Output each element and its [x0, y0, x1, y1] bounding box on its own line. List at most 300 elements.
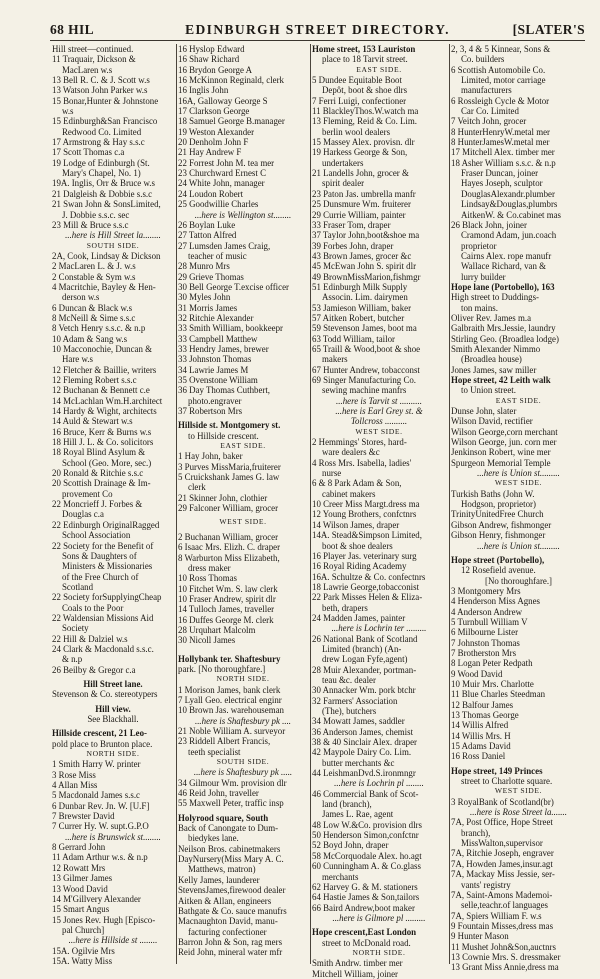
directory-entry: 25 Goodwillie Charles — [178, 199, 259, 210]
directory-entry: 30 Annacker Wm. pork btchr — [312, 685, 416, 696]
directory-entry: 2 Hemmings' Stores, hard- — [312, 437, 407, 448]
directory-entry: 6 Milbourne Lister — [451, 627, 519, 638]
directory-entry: 4 Anderson Andrew — [451, 606, 522, 617]
directory-entry: Back of Canongate to Dum- — [178, 823, 279, 834]
directory-entry: 1 Morison James, bank clerk — [178, 684, 281, 695]
directory-entry: 29 Falconer William, grocer — [178, 503, 279, 514]
directory-entry: w.s — [62, 106, 74, 117]
cross-street-marker: ...here is Shaftesbury pk ..... — [193, 767, 293, 778]
directory-entry: Co. builders — [461, 54, 505, 65]
directory-entry: 7A, Howden James,insur.agt — [451, 858, 553, 869]
side-heading: NORTH SIDE. — [216, 674, 270, 684]
directory-entry: 4 Allan Miss — [52, 780, 98, 791]
directory-entry: 4 Ross Mrs. Isabella, ladies' — [312, 457, 412, 468]
directory-entry: 16 Hyslop Edward — [178, 44, 245, 54]
directory-entry: (Broadlea house) — [461, 354, 522, 365]
directory-entry: 12 Fleming Robert s.s.c — [52, 375, 137, 385]
directory-entry: 16 Brydon George A — [178, 64, 253, 75]
directory-entry: Redwood Co. Limited — [62, 126, 142, 137]
directory-entry: 10 Muir Mrs. Charlotte — [451, 678, 534, 689]
directory-entry: 20 Denholm John F — [178, 137, 249, 148]
directory-entry: 33 Campbell Matthew — [178, 333, 258, 344]
directory-entry: Hare w.s — [62, 354, 93, 365]
directory-entry: 13 Grant Miss Annie,dress ma — [451, 962, 559, 973]
directory-entry: 14 McLachlan Wm.H.architect — [52, 395, 163, 406]
street-heading: Home street, 153 Lauriston — [312, 44, 416, 54]
directory-entry: biedykes lane. — [188, 833, 239, 844]
directory-entry: 35 Ovenstone William — [178, 375, 258, 385]
directory-entry: Macnaughton David, manu- — [178, 916, 278, 927]
directory-entry: 7 Brewster David — [52, 811, 115, 822]
directory-entry: 10 Ross Thomas — [178, 573, 238, 584]
column-4 — [451, 44, 586, 973]
cross-street-marker: ...here is Shaftesbury pk .... — [194, 715, 292, 726]
directory-entry: 6 Rossleigh Cycle & Motor — [451, 95, 550, 106]
directory-entry: pal Church] — [62, 924, 105, 935]
directory-entry: undertakers — [322, 157, 364, 168]
directory-entry: 16 Shaw Richard — [178, 54, 240, 65]
directory-entry: Mitchell William, joiner — [312, 968, 398, 979]
directory-entry: 2 MacLaren L. & J. w.s — [52, 261, 136, 272]
directory-entry: 8 Gerrard John — [52, 842, 106, 853]
directory-entry: StevensJames,firewood dealer — [178, 885, 286, 896]
column-divider — [449, 44, 450, 964]
street-heading: Hope crescent,East London — [312, 927, 417, 938]
directory-entry: facturing confectioner — [188, 926, 267, 937]
directory-entry: 18 Hill J. L. & Co. solicitors — [52, 437, 154, 448]
directory-entry: 16 Player Jas. veterinary surg — [312, 550, 417, 561]
directory-entry: 22 Hill & Dalziel w.s — [52, 633, 128, 644]
directory-entry: teeth specialist — [188, 746, 241, 757]
directory-entry: derson w.s — [62, 292, 100, 303]
directory-entry: 12 Rowatt Mrs — [52, 862, 106, 873]
directory-entry: 10 Fraser Andrew, spirit dlr — [178, 593, 276, 604]
directory-entry: 14 Wilson James, draper — [312, 519, 400, 530]
directory-entry: 58 McCorquodale Alex. ho.agt — [312, 850, 422, 861]
directory-entry: 23 Mill & Bruce s.s.c — [52, 219, 129, 230]
directory-entry: 9 Wood David — [451, 668, 503, 679]
directory-entry: 33 Johnston Thomas — [178, 354, 252, 365]
directory-entry: park. [No thoroughfare.] — [178, 663, 266, 674]
directory-entry: 15 Bonar,Hunter & Johnstone — [52, 95, 159, 106]
directory-entry: School Association — [62, 530, 131, 541]
directory-entry: 50 Henderson Simon,confctnr — [312, 830, 419, 841]
directory-entry: 53 Jamieson William, baker — [312, 302, 412, 313]
directory-entry: 21 Swan John & SonsLimited, — [52, 199, 161, 210]
directory-entry: 17 Armstrong & Hay s.s.c — [52, 137, 145, 148]
directory-entry: beth, drapers — [322, 602, 368, 613]
directory-entry: 16 Royal Riding Academy — [312, 561, 407, 572]
directory-entry: 43 Brown James, grocer &c — [312, 250, 412, 261]
directory-entry: 12 Fletcher & Baillie, writers — [52, 364, 157, 375]
directory-entry: Wilson George,corn merchant — [451, 426, 558, 437]
directory-entry: 10 Fitchet Wm. S. law clerk — [178, 583, 278, 594]
directory-entry: provement Co — [62, 488, 113, 499]
directory-entry: 12 Balfour James — [451, 699, 514, 710]
directory-entry: 15 Adams David — [451, 741, 511, 752]
street-heading: Hillside crescent, 21 Leo- — [52, 728, 147, 739]
directory-entry: butter merchants &c — [322, 757, 395, 768]
directory-entry: 20 Ronald & Ritchie s.s.c — [52, 468, 144, 479]
directory-entry: Hodgson, proprietor) — [461, 499, 536, 510]
directory-entry: Reid John, mineral water mfr — [178, 947, 283, 958]
directory-entry: teacher of music — [188, 250, 247, 261]
side-heading: NORTH SIDE. — [86, 749, 140, 759]
directory-entry: 19A. Inglis, Orr & Bruce w.s — [52, 178, 155, 189]
directory-entry: 55 Maxwell Peter, traffic insp — [178, 798, 284, 809]
directory-entry: to Hillside crescent. — [188, 430, 259, 441]
directory-entry: 3 Montgomery Mrs — [451, 585, 521, 596]
directory-entry: 2 Buchanan William, grocer — [178, 531, 279, 542]
directory-entry: vants' registry — [461, 879, 511, 890]
directory-entry: 7A, Saint-Amons Mademoi- — [451, 889, 553, 900]
directory-entry: 32 Ritchie Alexander — [178, 312, 254, 323]
directory-entry: Associn. Lim. dairymen — [322, 292, 408, 303]
directory-entry: 4 Henderson Miss Agnes — [451, 596, 540, 607]
directory-entry: (The), butchers — [322, 706, 377, 716]
directory-entry: 13 Wood David — [52, 883, 108, 894]
directory-entry: Dunse John, slater — [451, 406, 517, 417]
directory-entry: Smith Alexander Nimmo — [451, 343, 541, 354]
directory-entry: 24 Loudon Robert — [178, 188, 244, 199]
cross-street-marker: ...here is Hillside st ........ — [68, 935, 158, 946]
directory-entry: 69 Singer Manufacturing Co. — [312, 375, 417, 385]
directory-entry: 37 Taylor John,boot&shoe ma — [312, 230, 420, 241]
directory-entry: Jones James, saw miller — [451, 364, 537, 375]
directory-entry: place to 18 Tarvit street. — [322, 54, 408, 65]
directory-entry: [No thoroughfare.] — [484, 575, 553, 586]
directory-entry: Neilson Bros. cabinetmakers — [178, 843, 281, 854]
directory-entry: 22 Waldensian Missions Aid — [52, 612, 154, 623]
directory-entry: 37 Robertson Mrs — [178, 406, 243, 417]
directory-entry: 16 Duffes George M. clerk — [178, 614, 274, 625]
side-heading: WEST SIDE. — [494, 478, 543, 488]
directory-entry: 6 Isaac Mrs. Elizh. C. draper — [178, 542, 281, 553]
directory-entry: MacLaren w.s — [62, 64, 113, 75]
directory-entry: Spurgeon Memorial Temple — [451, 457, 551, 468]
side-heading: WEST SIDE. — [494, 786, 543, 796]
directory-entry: 62 Harvey G. & M. stationers — [312, 881, 418, 892]
directory-entry: 15 Massey Alex. provisn. dlr — [312, 137, 415, 148]
directory-entry: 7 Johnston Thomas — [451, 637, 520, 648]
directory-entry: 36 Day Thomas Cuthbert, — [178, 385, 271, 396]
directory-entry: 7 Brotherston Mrs — [451, 647, 517, 658]
street-heading: Hill view. — [95, 703, 131, 714]
directory-entry: 8 HunterJamesW.metal mer — [451, 137, 550, 148]
directory-entry: DayNursery(Miss Mary A. C. — [178, 854, 284, 865]
directory-entry: Wilson George, jun. corn mer — [451, 437, 557, 448]
directory-entry: of the Free Church of — [62, 571, 139, 582]
directory-entry: clerk — [188, 482, 206, 493]
directory-entry: DouglasAlexandr.plumber — [461, 188, 555, 199]
directory-entry: 8 Warburton Miss Elizabeth, — [178, 552, 280, 563]
directory-entry: selle,teachr.of languages — [461, 900, 548, 911]
directory-entry: 16 McKinnon Reginald, clerk — [178, 75, 284, 86]
directory-entry: boot & shoe dealers — [322, 540, 393, 551]
directory-entry: J. Dobbie s.s.c. sec — [62, 209, 130, 220]
directory-entry: Wallace Richard, van & — [461, 261, 547, 272]
street-heading: Hope street (Portobello), — [451, 554, 545, 565]
directory-entry: 38 & 40 Sinclair Alex. draper — [312, 737, 417, 748]
directory-entry: Car Co. Limited — [461, 106, 519, 117]
directory-entry: 30 Myles John — [178, 292, 231, 303]
directory-entry: 30 Bell George T.excise officer — [178, 281, 289, 292]
directory-entry: 7A, Mackay Miss Jessie, ser- — [451, 869, 555, 880]
side-heading: EAST SIDE. — [220, 441, 266, 451]
directory-entry: 22 Park Misses Helen & Eliza- — [312, 592, 423, 603]
directory-entry: 33 Smith William, bookkeepr — [178, 323, 283, 334]
directory-entry: James L. Rae, agent — [322, 809, 394, 820]
directory-entry: branch), — [461, 827, 491, 838]
directory-entry: 26 National Bank of Scotland — [312, 633, 418, 644]
directory-entry: drew Logan Fyfe,agent) — [322, 654, 408, 665]
directory-entry: 7 Currer Hy. W. supt.G.P.O — [52, 821, 149, 832]
directory-entry: See Blackhall. — [87, 714, 139, 724]
directory-entry: 19 Lodge of Edinburgh (St. — [52, 157, 150, 168]
column-3 — [312, 44, 446, 979]
directory-entry: Limited, motor carriage — [461, 75, 546, 86]
directory-entry: Oliver Rev. James m.a — [451, 312, 532, 323]
directory-entry: 2, 3, 4 & 5 Kinnear, Sons & — [451, 44, 551, 54]
directory-entry: pold place to Brunton place. — [52, 738, 153, 749]
directory-entry: 7 Lyall Geo. electrical enginr — [178, 694, 282, 705]
directory-entry: lurry builder — [461, 271, 506, 282]
side-heading: WEST SIDE. — [355, 426, 403, 436]
directory-entry: 21 Landells John, grocer & — [312, 168, 409, 179]
directory-entry: 5 Turnbull William V — [451, 616, 528, 627]
cross-street-marker: ...here is Tarvit st .......... — [336, 395, 422, 406]
directory-entry: 16 Ross Daniel — [451, 751, 506, 762]
directory-entry: 21 Hay Andrew F — [178, 147, 242, 158]
side-heading: EAST SIDE. — [495, 395, 542, 405]
directory-entry: 14A. Stead&Simpson Limited, — [312, 530, 422, 541]
directory-entry: 67 Hunter Andrew, tobacconst — [312, 364, 420, 375]
directory-entry: Aitken & Allan, engineers — [178, 895, 272, 906]
directory-entry: 8 Logan Peter Redpath — [451, 658, 533, 669]
directory-entry: 33 Fraser Tom, draper — [312, 219, 391, 230]
directory-entry: Gibson Henry, fishmonger — [451, 530, 546, 541]
directory-entry: 36 Anderson James, chemist — [312, 726, 414, 737]
directory-entry: Galbraith Mrs.Jessie, laundry — [451, 323, 556, 334]
directory-entry: 10 Macconochie, Duncan & — [52, 343, 153, 354]
directory-entry: 13 Cownie Mrs. S. dressmaker — [451, 951, 561, 962]
directory-entry: 15A. Watty Miss — [52, 955, 113, 966]
directory-entry: Barron John & Son, rag mers — [178, 936, 283, 947]
directory-entry: 27 Tatton Alfred — [178, 230, 237, 241]
directory-entry: High street to Duddings- — [451, 292, 540, 303]
directory-entry: teau &c. dealer — [322, 674, 376, 685]
directory-entry: 2 Constable & Sym w.s — [52, 271, 136, 282]
directory-entry: 1 Smith Harry W. printer — [52, 759, 141, 770]
directory-entry: 66 Baird Andrew,boot maker — [312, 902, 415, 913]
directory-entry: 22 Forrest John M. tea mer — [178, 157, 275, 168]
directory-entry: 51 Edinburgh Milk Supply — [312, 281, 408, 292]
column-divider — [176, 44, 177, 964]
directory-entry: 15 Edinburgh&San Francisco — [52, 116, 158, 127]
cross-street-marker: ...here is Union st......... — [477, 468, 560, 479]
directory-entry: makers — [322, 354, 348, 365]
street-heading: Hope street, 149 Princes — [451, 765, 543, 776]
publisher-name: [SLATER'S — [512, 22, 585, 37]
directory-entry: Douglas c.a — [62, 509, 104, 520]
cross-street-marker: Tollcross .......... — [350, 416, 408, 427]
page-title: EDINBURGH STREET DIRECTORY. — [185, 22, 450, 37]
directory-entry: 18 Royal Blind Asylum & — [52, 447, 146, 458]
directory-entry: 20 Scottish Drainage & Im- — [52, 478, 151, 489]
directory-entry: 7 Ferri Luigi, confectioner — [312, 95, 407, 106]
directory-entry: 21 Dalgleish & Dobbie s.s.c — [52, 188, 153, 199]
directory-entry: Society — [62, 623, 89, 634]
column-1 — [52, 44, 174, 964]
cross-street-marker: ...here is Hill Street la........ — [65, 230, 161, 241]
directory-entry: 52 Boyd John, draper — [312, 840, 389, 851]
cross-street-marker: ...here is Rose Street la....... — [470, 807, 567, 818]
directory-entry: 6 Dunbar Rev. Jn. W. [U.F] — [52, 800, 150, 811]
directory-entry: 39 Forbes John, draper — [312, 240, 394, 251]
side-heading: WEST SIDE. — [219, 517, 267, 527]
directory-entry: 2A, Cook, Lindsay & Dickson — [52, 250, 161, 261]
directory-entry: 18 Samuel George B.manager — [178, 116, 285, 127]
directory-entry: 9 Fountain Misses,dress mas — [451, 920, 554, 931]
directory-entry: photo.engraver — [188, 395, 242, 406]
directory-entry: to Union street. — [461, 385, 516, 396]
directory-entry: 7A, Post Office, Hope Street — [451, 817, 553, 828]
directory-entry: 34 Lawrie James M — [178, 364, 249, 375]
directory-entry: 26 Boylan Luke — [178, 219, 236, 230]
directory-entry: 22 Moncrieff J. Forbes & — [52, 499, 143, 510]
directory-entry: 13 Watson John Parker w.s — [52, 85, 148, 96]
directory-entry: 63 Todd William, tailor — [312, 333, 395, 344]
directory-entry: 33 Hendry James, brewer — [178, 343, 269, 354]
directory-entry: 28 Muir Alexander, portman- — [312, 664, 417, 675]
directory-entry: land (branch), — [322, 799, 372, 810]
directory-entry: 14 M'Gillvery Alexander — [52, 893, 141, 904]
directory-entry: 15A. Ogilvie Mrs — [52, 945, 115, 956]
directory-entry: Matthews, matron) — [188, 864, 256, 875]
directory-entry: 1 Hay John, baker — [178, 451, 243, 462]
directory-entry: 6 Duncan & Black w.s — [52, 302, 133, 313]
directory-entry: 59 Stevenson James, boot ma — [312, 323, 417, 334]
directory-entry: 29 Currie William, painter — [312, 209, 406, 220]
directory-entry: 16 Inglis John — [178, 85, 229, 96]
directory-entry: 21 Skinner John, clothier — [178, 492, 268, 503]
directory-entry: 11 Traquair, Dickson & — [52, 54, 136, 65]
directory-entry: 12 Young Brothers, confctnrs — [312, 509, 417, 520]
directory-entry: 7A, Ritchie Joseph, engraver — [451, 848, 554, 859]
directory-entry: Turkish Baths (John W. — [451, 488, 535, 499]
directory-entry: Lindsay&Douglas,plumbrs — [461, 199, 558, 210]
directory-entry: 19 Harkess George & Son, — [312, 147, 408, 158]
directory-entry: street to McDonald road. — [322, 937, 411, 948]
directory-entry: AitkenW. & Co.cabinet mas — [461, 209, 561, 220]
directory-entry: Cairns Alex. rope manufr — [461, 250, 552, 261]
directory-entry: Stirling Geo. (Broadlea lodge) — [451, 333, 559, 344]
directory-entry: 16 Bruce, Kerr & Burns w.s — [52, 426, 152, 437]
directory-entry: street to Charlotte square. — [461, 776, 553, 787]
directory-entry: 18 Asher William s.s.c. & n.p — [451, 157, 556, 168]
directory-entry: 34 Gilmour Wm. provision dlr — [178, 777, 287, 788]
side-heading: NORTH SIDE. — [352, 947, 406, 957]
directory-entry: 28 Urquhart Malcolm — [178, 624, 256, 635]
directory-entry: 6 Scottish Automobile Co. — [451, 64, 546, 75]
directory-entry: 6 & 8 Park Adam & Son, — [312, 478, 402, 489]
directory-entry: 24 White John, manager — [178, 178, 265, 189]
directory-entry: 24 Clark & Macdonald s.s.c. — [52, 643, 154, 654]
directory-entry: 21 Noble William A. surveyor — [178, 726, 286, 736]
directory-entry: spirit dealer — [322, 178, 365, 189]
directory-entry: Cramond Adam, jun.coach — [461, 230, 557, 241]
directory-entry: 18 Lawrie George,tobacconist — [312, 581, 420, 592]
directory-entry: 26 Black John, joiner — [451, 219, 527, 230]
directory-entry: 26 Beilby & Gregor c.a — [52, 664, 136, 675]
directory-entry: 28 Munro Mrs — [178, 261, 230, 272]
directory-entry: proprietor — [461, 240, 497, 251]
directory-entry: 46 Commercial Bank of Scot- — [312, 788, 419, 799]
directory-entry: 11 Mushet John&Son,auctnrs — [451, 941, 556, 952]
directory-entry: 65 Traill & Wood,boot & shoe — [312, 343, 421, 354]
directory-entry: Hill street—continued. — [52, 44, 134, 54]
directory-entry: 34 Mowatt James, saddler — [312, 716, 405, 727]
directory-entry: 16A, Galloway George S — [178, 95, 268, 106]
directory-entry: Gibson Andrew, fishmonger — [451, 519, 552, 530]
side-heading: SOUTH SIDE. — [86, 240, 140, 250]
directory-entry: cabinet makers — [322, 488, 376, 499]
directory-entry: Mary's Chapel, No. 1) — [62, 168, 141, 179]
directory-entry: Ministers & Missionaries — [62, 561, 153, 572]
directory-entry: 31 Morris James — [178, 302, 238, 313]
directory-entry: 24 Madden James, painter — [312, 612, 406, 623]
column-2 — [178, 44, 308, 964]
directory-entry: 23 Paton Jas. umbrella manfr — [312, 188, 416, 199]
directory-entry: 7 Veitch John, grocer — [451, 116, 527, 127]
directory-entry: 8 Vetch Henry s.s.c. & n.p — [52, 323, 146, 334]
directory-entry: 57 Aitken Robert, butcher — [312, 312, 405, 323]
cross-street-marker: ...here is Brunswick st........ — [65, 831, 161, 842]
directory-entry: 9 Hunter Mason — [451, 931, 509, 942]
directory-entry: 25 Dunsmure Wm. fruiterer — [312, 199, 411, 210]
directory-entry: Bathgate & Co. sauce manufrs — [178, 905, 287, 916]
directory-entry: 49 BrownMissMarion,fishmgr — [312, 271, 421, 282]
directory-entry: 22 Edinburgh OriginalRagged — [52, 519, 160, 530]
directory-entry: 13 Gilmer James — [52, 873, 113, 884]
directory-entry: 14 Hardy & Wight, architects — [52, 406, 157, 417]
page-header — [50, 22, 585, 40]
directory-entry: 5 Macdonald James s.s.c — [52, 790, 140, 801]
directory-entry: 14 Willis Mrs. H — [451, 730, 511, 741]
side-heading: SOUTH SIDE. — [216, 757, 270, 767]
cross-street-marker: ...here is Gilmore pl ......... — [332, 912, 426, 923]
directory-entry: 3 Purves MissMaria,fruiterer — [178, 461, 281, 472]
directory-entry: 5 Cruickshank James G. law — [178, 472, 280, 483]
directory-entry: 12 Rosefield avenue. — [461, 565, 536, 576]
directory-entry: ware dealers &c — [322, 447, 380, 458]
directory-entry: 17 Mitchell Alex. timber mer — [451, 147, 555, 158]
directory-entry: Hayes Joseph, sculptor — [461, 178, 543, 189]
directory-entry: Limited (branch) (An- — [322, 643, 402, 654]
directory-entry: 14 Tulloch James, traveller — [178, 604, 275, 615]
directory-entry: 44 LeishmanDvd.S.ironmngr — [312, 768, 416, 779]
directory-entry: 22 Society for the Benefit of — [52, 540, 154, 551]
directory-entry: 7A, Spiers William F. w.s — [451, 910, 542, 921]
directory-entry: 14 Auld & Stewart w.s — [52, 416, 133, 427]
header-rule — [50, 40, 585, 41]
directory-entry: 5 Dundee Equitable Boot — [312, 75, 402, 86]
directory-entry: Depôt, boot & shoe dlrs — [322, 85, 408, 96]
directory-entry: 11 BlackleyThos.W.watch ma — [312, 106, 419, 117]
directory-entry: & n.p — [62, 654, 83, 665]
cross-street-marker: ...here is Lochrin ter ......... — [331, 623, 427, 634]
directory-entry: 30 Nicoll James — [178, 635, 236, 646]
